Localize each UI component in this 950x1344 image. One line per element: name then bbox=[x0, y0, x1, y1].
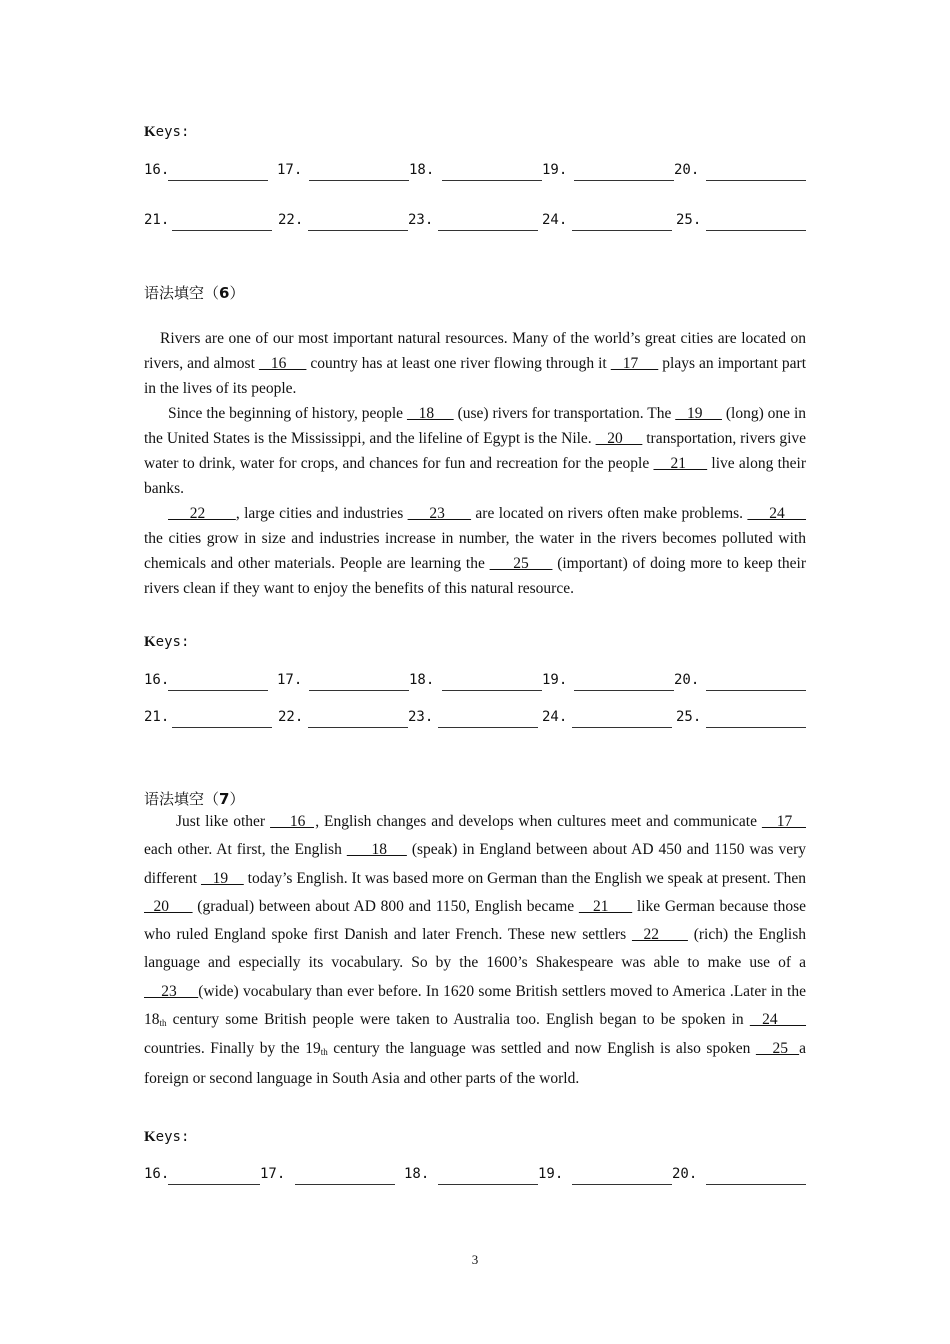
passage-text: , large cities and industries bbox=[235, 505, 408, 522]
blank-16[interactable]: 16 , bbox=[270, 813, 320, 830]
answer-blank[interactable] bbox=[572, 1184, 672, 1185]
key-number: 23. bbox=[408, 709, 434, 725]
blank-17[interactable]: 17 bbox=[761, 813, 806, 830]
key-number: 19. bbox=[542, 672, 568, 688]
answer-blank[interactable] bbox=[308, 727, 408, 728]
keys-label-bold: K bbox=[144, 1129, 156, 1145]
passage-text: (important) of doing more to keep their rivers clean if they want to enjoy the benefits of this natural resource. bbox=[144, 555, 806, 597]
keys-label-bold: K bbox=[144, 634, 156, 650]
blank-19[interactable]: 19 bbox=[675, 405, 722, 422]
key-number: 22. bbox=[278, 709, 304, 725]
ordinal-suffix: th bbox=[320, 1047, 328, 1058]
passage-text: (speak) in England between about AD 450 and 1150 was very different bbox=[144, 841, 807, 887]
answer-blank[interactable] bbox=[438, 230, 538, 231]
key-number: 21. bbox=[144, 709, 170, 725]
answer-blank[interactable] bbox=[168, 180, 268, 181]
passage-text: (gradual) between about AD 800 and 1150, English became bbox=[192, 897, 579, 915]
key-number: 20. bbox=[674, 162, 700, 178]
passage-text: century the language was settled and now English is also spoken bbox=[327, 1040, 756, 1058]
heading-text: 语法填空（ bbox=[144, 790, 220, 808]
answer-blank[interactable] bbox=[706, 1184, 806, 1185]
keys-label bbox=[144, 1129, 189, 1146]
blank-22[interactable]: 22 bbox=[168, 505, 236, 522]
blank-21[interactable]: 21 bbox=[578, 897, 633, 915]
answer-blank[interactable] bbox=[295, 1184, 395, 1185]
key-number: 17. bbox=[277, 672, 303, 688]
ordinal-suffix: th bbox=[159, 1018, 167, 1029]
passage-text: Just like other bbox=[176, 813, 271, 830]
answer-blank[interactable] bbox=[572, 230, 672, 231]
key-number: 16. bbox=[144, 162, 170, 178]
blank-24[interactable]: 24 bbox=[747, 505, 807, 522]
passage-paragraph bbox=[144, 808, 806, 1093]
heading-text: 语法填空（ bbox=[144, 284, 220, 302]
key-number: 17. bbox=[277, 162, 303, 178]
passage-text: country has at least one river flowing through it bbox=[306, 355, 611, 372]
blank-25[interactable]: 25 bbox=[489, 555, 553, 572]
page-number: 3 bbox=[471, 1252, 479, 1267]
passage-text: each other. At first, the English bbox=[144, 841, 347, 859]
passage-text: plays an important part in the lives of its people. bbox=[144, 355, 807, 397]
passage-text: Since the beginning of history, people bbox=[168, 405, 407, 422]
blank-22[interactable]: 22 bbox=[631, 926, 688, 944]
answer-blank[interactable] bbox=[309, 690, 409, 691]
passage-text: Rivers are one of our most important natural resources. Many of the world’s great cities are located on rivers, and almost bbox=[144, 330, 806, 372]
key-number: 18. bbox=[409, 162, 435, 178]
key-number: 19. bbox=[542, 162, 568, 178]
heading-text: ） bbox=[229, 790, 245, 808]
passage-text: (rich) the English language and especially its vocabulary. So by the 1600’s Shakespeare was able to make use of a bbox=[144, 926, 806, 972]
passage-text: a foreign or second language in South Asia and other parts of the world. bbox=[144, 1040, 806, 1087]
passage-text: live along their banks. bbox=[144, 455, 806, 497]
heading-text: ） bbox=[229, 284, 245, 302]
blank-19[interactable]: 19 bbox=[200, 869, 244, 887]
key-number: 22. bbox=[278, 212, 304, 228]
answer-blank[interactable] bbox=[706, 230, 806, 231]
answer-blank[interactable] bbox=[168, 1184, 260, 1185]
passage-text: the cities grow in size and industries increase in number, the water in the rivers becomes polluted with chemicals and other materials. People are learning the bbox=[144, 530, 806, 572]
answer-blank[interactable] bbox=[574, 180, 674, 181]
heading-number: 7 bbox=[219, 790, 230, 808]
answer-key-row bbox=[144, 162, 806, 184]
passage-6 bbox=[144, 326, 806, 601]
blank-24[interactable]: 24 bbox=[749, 1011, 807, 1029]
answer-blank[interactable] bbox=[308, 230, 408, 231]
blank-16[interactable]: 16 bbox=[258, 355, 307, 372]
blank-25[interactable]: 25 bbox=[755, 1040, 800, 1058]
answer-blank[interactable] bbox=[438, 727, 538, 728]
passage-text: (wide) vocabulary than ever before. In 1620 some British settlers moved to America .Later in the 18 bbox=[144, 982, 806, 1029]
section-heading-7 bbox=[144, 788, 244, 809]
passage-text: (use) rivers for transportation. The bbox=[453, 405, 676, 422]
passage-text: century some British people were taken to Australia too. English began to be spoken in bbox=[166, 1011, 750, 1029]
passage-text: today’s English. It was based more on German than the English we speak at present. Then bbox=[243, 869, 807, 887]
blank-18[interactable]: 18 bbox=[346, 841, 407, 859]
key-number: 18. bbox=[404, 1166, 430, 1182]
answer-key-row bbox=[144, 1166, 806, 1188]
heading-number: 6 bbox=[219, 284, 230, 302]
section-heading-6 bbox=[144, 282, 244, 303]
blank-17[interactable]: 17 bbox=[610, 355, 659, 372]
answer-key-row bbox=[144, 672, 806, 694]
answer-blank[interactable] bbox=[442, 180, 542, 181]
key-number: 23. bbox=[408, 212, 434, 228]
key-number: 18. bbox=[409, 672, 435, 688]
answer-blank[interactable] bbox=[442, 690, 542, 691]
passage-paragraph bbox=[144, 401, 806, 501]
passage-text: countries. Finally by the 19 bbox=[144, 1040, 321, 1058]
answer-blank[interactable] bbox=[309, 180, 409, 181]
key-number: 16. bbox=[144, 672, 170, 688]
passage-text: English changes and develops when cultures meet and communicate bbox=[319, 813, 762, 830]
answer-blank[interactable] bbox=[574, 690, 674, 691]
key-number: 25. bbox=[676, 212, 702, 228]
answer-key-row bbox=[144, 212, 806, 234]
passage-text: (long) one in the United States is the Mississippi, and the lifeline of Egypt is the Nile. bbox=[144, 405, 806, 447]
passage-text: transportation, rivers give water to drink, water for crops, and chances for fun and recreation for the people bbox=[144, 430, 807, 472]
key-number: 21. bbox=[144, 212, 170, 228]
blank-21[interactable]: 21 bbox=[653, 455, 708, 472]
answer-blank[interactable] bbox=[572, 727, 672, 728]
blank-20[interactable]: 20 bbox=[595, 430, 643, 447]
answer-blank[interactable] bbox=[438, 1184, 538, 1185]
blank-20[interactable]: 20 bbox=[144, 897, 193, 915]
answer-blank[interactable] bbox=[172, 727, 272, 728]
keys-label-bold: K bbox=[144, 124, 156, 140]
keys-label bbox=[144, 634, 189, 651]
answer-blank[interactable] bbox=[172, 230, 272, 231]
key-number: 20. bbox=[674, 672, 700, 688]
passage-text: like German because those who ruled England spoke first Danish and later French. These new settlers bbox=[144, 897, 807, 944]
key-number: 19. bbox=[538, 1166, 564, 1182]
key-number: 17. bbox=[260, 1166, 286, 1182]
passage-paragraph bbox=[144, 326, 806, 401]
answer-blank[interactable] bbox=[168, 690, 268, 691]
key-number: 24. bbox=[542, 709, 568, 725]
keys-label-rest: eys: bbox=[155, 634, 190, 650]
key-number: 24. bbox=[542, 212, 568, 228]
answer-blank[interactable] bbox=[706, 180, 806, 181]
key-number: 16. bbox=[144, 1166, 170, 1182]
key-number: 25. bbox=[676, 709, 702, 725]
passage-text: are located on rivers often make problems. bbox=[471, 505, 748, 522]
passage-paragraph bbox=[144, 501, 806, 601]
passage-7 bbox=[144, 808, 806, 1093]
keys-label-rest: eys: bbox=[155, 124, 190, 140]
blank-18[interactable]: 18 bbox=[406, 405, 454, 422]
answer-blank[interactable] bbox=[706, 727, 806, 728]
answer-blank[interactable] bbox=[706, 690, 806, 691]
blank-23[interactable]: 23 bbox=[407, 505, 472, 522]
blank-23[interactable]: 23 bbox=[144, 982, 199, 1000]
keys-label-rest: eys: bbox=[155, 1129, 190, 1145]
key-number: 20. bbox=[672, 1166, 698, 1182]
answer-key-row bbox=[144, 709, 806, 731]
keys-label bbox=[144, 124, 189, 141]
